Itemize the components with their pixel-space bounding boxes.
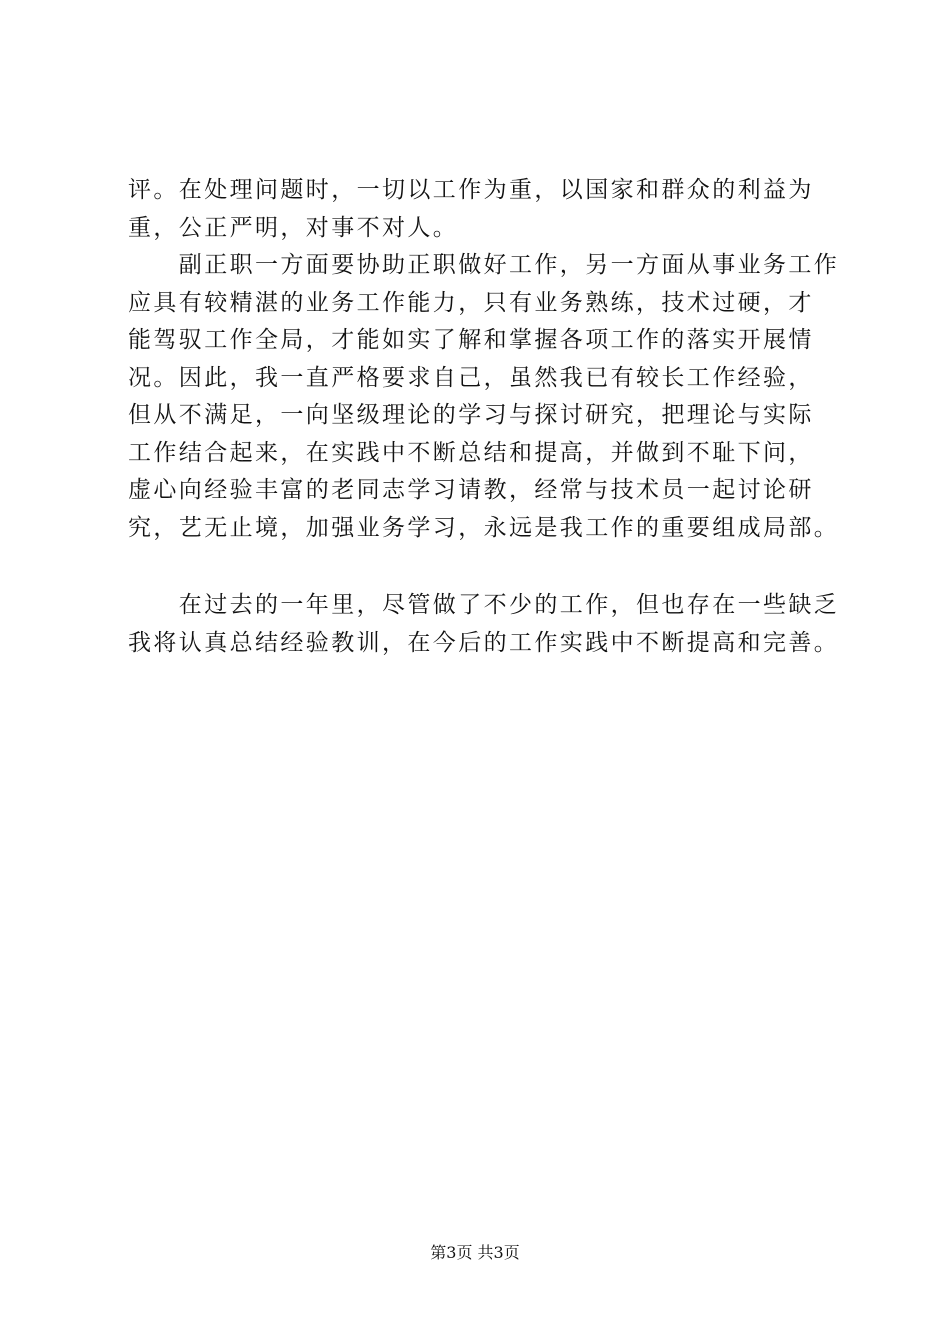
page-number: 第3页 共3页	[430, 1243, 520, 1262]
text-line: 能驾驭工作全局，才能如实了解和掌握各项工作的落实开展情	[128, 327, 814, 353]
text-line: 况。因此，我一直严格要求自己，虽然我已有较长工作经验，	[128, 364, 814, 391]
text-line: 究，艺无止境，加强业务学习，永远是我工作的重要组成局部。	[128, 514, 840, 541]
text-line: 副正职一方面要协助正职做好工作，另一方面从事业务工作	[128, 252, 840, 278]
text-line: 应具有较精湛的业务工作能力，只有业务熟练，技术过硬，才	[128, 289, 814, 316]
text-line: 工作结合起来，在实践中不断总结和提高，并做到不耻下问，	[128, 439, 814, 466]
text-line: 但从不满足，一向坚级理论的学习与探讨研究，把理论与实际	[128, 402, 814, 428]
text-line: 虚心向经验丰富的老同志学习请教，经常与技术员一起讨论研	[128, 477, 814, 503]
paragraph-gap	[128, 547, 848, 587]
text-line: 在过去的一年里，尽管做了不少的工作，但也存在一些缺乏	[128, 592, 840, 618]
document-body	[128, 172, 848, 662]
text-line: 我将认真总结经验教训，在今后的工作实践中不断提高和完善。	[128, 629, 840, 656]
text-line: 重，公正严明，对事不对人。	[128, 214, 459, 241]
page-footer	[0, 1240, 950, 1266]
text-line: 评。在处理问题时，一切以工作为重，以国家和群众的利益为	[128, 177, 814, 203]
